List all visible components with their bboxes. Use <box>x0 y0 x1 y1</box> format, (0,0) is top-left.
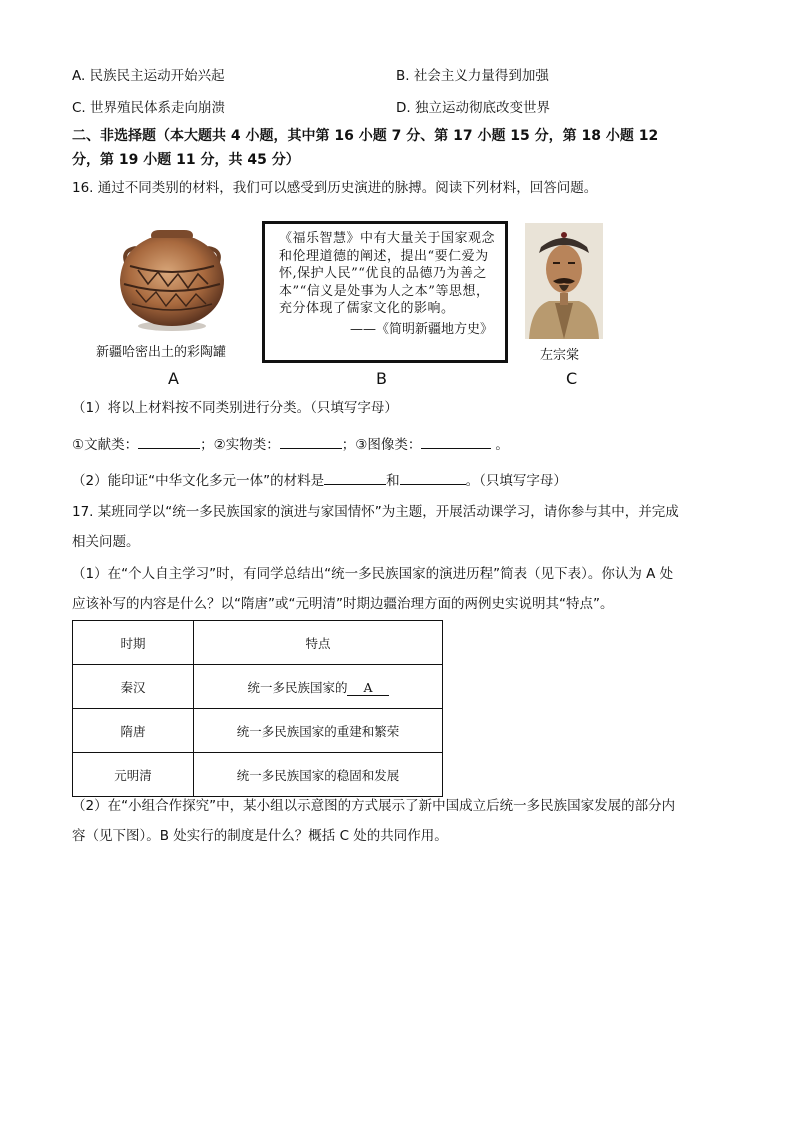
table-blank-a[interactable]: A <box>347 680 388 696</box>
table-row <box>73 665 443 709</box>
table-cell-feature: 统一多民族国家的稳固和发展 <box>194 753 443 797</box>
cat2-label: ；②实物类： <box>200 437 280 453</box>
fig-c-label: C <box>566 369 578 388</box>
evolution-table <box>72 620 443 797</box>
table-cell-period: 秦汉 <box>73 665 194 709</box>
q17-stem-line2: 相关问题。 <box>72 534 140 550</box>
q17-sub2-line2: 容（见下图）。B 处实行的制度是什么？概括 C 处的共同作用。 <box>72 828 448 844</box>
answer-blank-4[interactable] <box>324 470 386 485</box>
fig-b-quote: 《福乐智慧》中有大量关于国家观念和伦理道德的阐述，提出“要仁爱为怀,保护人民”“优良的品德乃为善之本”“信义是处事为人之本”等思想，充分体现了儒家文化的影响。 <box>279 231 496 316</box>
painted-pottery-jar-image <box>108 226 236 332</box>
fig-c-caption: 左宗棠 <box>540 348 580 363</box>
table-cell-period: 元明清 <box>73 753 194 797</box>
section-heading-line2: 分，第 19 小题 11 分，共 45 分） <box>72 152 300 168</box>
q17-sub1-line2: 应该补写的内容是什么？以“隋唐”或“元明清”时期边疆治理方面的两例史实说明其“特点”。 <box>72 596 614 612</box>
fig-b-source: ——《简明新疆地方史》 <box>349 321 493 337</box>
option-d: D. 独立运动彻底改变世界 <box>396 100 550 116</box>
table-cell-feature <box>194 665 443 709</box>
answer-blank-5[interactable] <box>400 470 466 485</box>
q16-sub2-text-c: 。（只填写字母） <box>465 473 567 489</box>
answer-blank-1[interactable] <box>138 434 200 449</box>
table-header-row <box>73 621 443 665</box>
table-header-feature: 特点 <box>194 621 443 665</box>
q16-sub1: （1）将以上材料按不同类别进行分类。（只填写字母） <box>72 400 398 416</box>
section-heading-line1: 二、非选择题（本大题共 4 小题，其中第 16 小题 7 分、第 17 小题 15 分，第 18 小题 12 <box>72 128 659 144</box>
option-a: A. 民族民主运动开始兴起 <box>72 68 225 84</box>
cat-end: 。 <box>495 437 509 453</box>
table-cell-feature-text: 统一多民族国家的 <box>247 679 348 695</box>
fig-a-label: A <box>168 369 179 388</box>
table-row <box>73 753 443 797</box>
q16-sub2-text-b: 和 <box>386 473 400 489</box>
q17-sub2-line1: （2）在“小组合作探究”中，某小组以示意图的方式展示了新中国成立后统一多民族国家发展的部分内 <box>72 798 676 814</box>
q17-stem-line1: 17. 某班同学以“统一多民族国家的演进与家国情怀”为主题，开展活动课学习，请你参与其中，并完成 <box>72 504 679 520</box>
table-header-period: 时期 <box>73 621 194 665</box>
table-cell-feature: 统一多民族国家的重建和繁荣 <box>194 709 443 753</box>
table-row <box>73 709 443 753</box>
q16-sub1-answer-line <box>72 434 509 455</box>
q16-sub2-line <box>72 470 567 491</box>
q16-stem: 16. 通过不同类别的材料，我们可以感受到历史演进的脉搏。阅读下列材料，回答问题。 <box>72 180 598 196</box>
table-cell-period: 隋唐 <box>73 709 194 753</box>
answer-blank-3[interactable] <box>421 434 491 449</box>
q16-sub2-text-a: （2）能印证“中华文化多元一体”的材料是 <box>72 473 325 489</box>
fig-a-caption: 新疆哈密出土的彩陶罐 <box>96 345 227 360</box>
option-b: B. 社会主义力量得到加强 <box>396 68 549 84</box>
fig-b-label: B <box>376 369 387 388</box>
answer-blank-2[interactable] <box>280 434 342 449</box>
cat1-label: ①文献类： <box>72 437 139 453</box>
zuo-zongtang-portrait-image <box>525 223 603 339</box>
fig-b-quote-box <box>262 221 508 363</box>
q17-sub1-line1: （1）在“个人自主学习”时，有同学总结出“统一多民族国家的演进历程”简表（见下表）。你认为 A 处 <box>72 566 674 582</box>
cat3-label: ；③图像类： <box>341 437 422 453</box>
option-c: C. 世界殖民体系走向崩溃 <box>72 100 226 116</box>
